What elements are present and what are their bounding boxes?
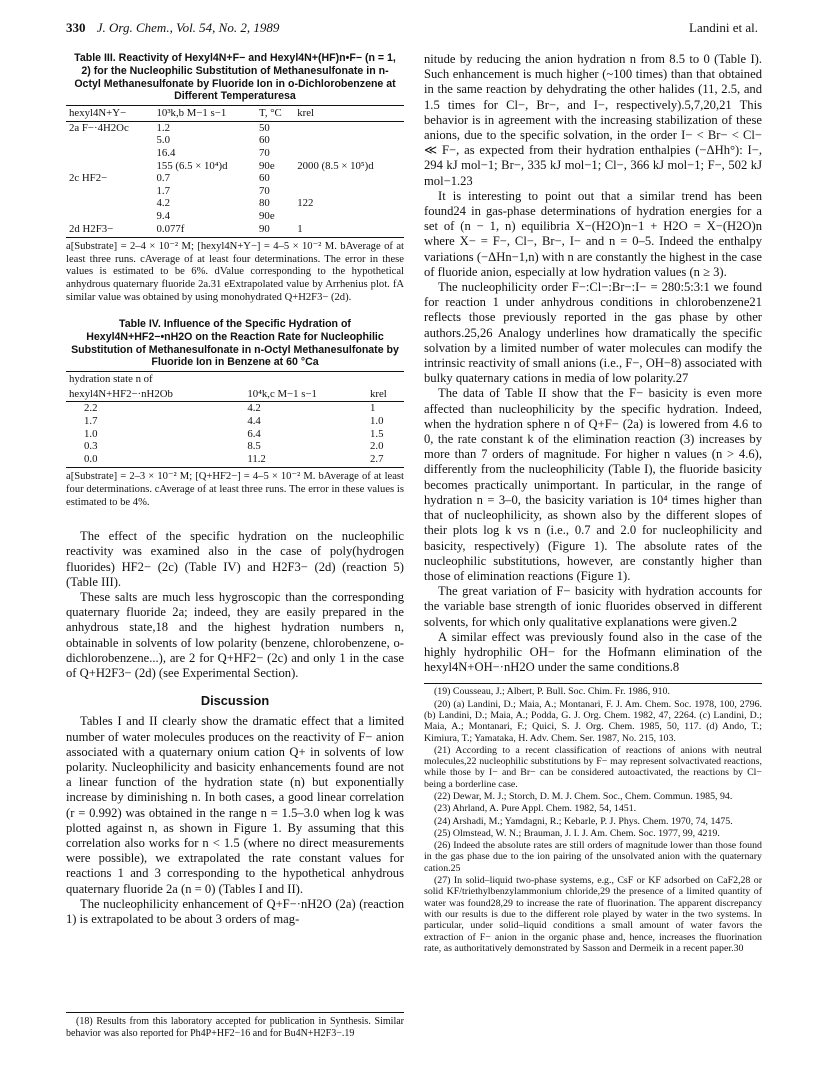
table-cell: 60 <box>259 172 270 185</box>
table-row <box>66 223 404 238</box>
reference-item: (20) (a) Landini, D.; Maia, A.; Montanari, F. J. Am. Chem. Soc. 1978, 100, 2796. (b) Landini, D.; Maia, A.; Podda, G. J. Org. Chem. 1982, 47, 2264. (c) Landini, D.; Maia, A.; Montanari, F.; Quici, S. J. Org. Chem. 1985, 50, 117. (d) Ando, T.; Kimiura, T.; Yamataka, H. Adv. Chem. Ser. 1987, No. 215, 103. <box>424 698 762 744</box>
table-cell: 155 (6.5 × 10⁴)d <box>156 159 228 172</box>
table-cell: 2.0 <box>370 440 384 453</box>
table-cell: 4.4 <box>247 415 261 428</box>
table4-caption: Table IV. Influence of the Specific Hydration of Hexyl4N+HF2−•nH2O on the Reaction Rate for Nucleophilic Substitution of Methanesulfonate in n-Octyl Methanesulfonate by Fluoride Ion in Benzene at 60 °Ca <box>71 318 399 369</box>
table-row <box>66 147 404 160</box>
table-row <box>66 172 404 185</box>
table-cell: 1 <box>370 402 376 415</box>
body-paragraph: The data of Table II show that the F− basicity is even more affected than nucleophilicity by the specific hydration. Indeed, when the hydration sphere n of Q+F− (2a) is lowered from 4.6 to 0, the rate constant k of the elimination reaction (3) increases by more than 7 orders of magnitude. For higher n values (n > 4.6), differently from the nucleophilicity (Table I), the fluoride basicity becomes practically unimportant. In particular, in the range of hydration n = 3–0, the basicity variation is 10⁴ times higher than that of nucleophilicity, as shown also by the different slopes of their plots log k vs n (i.e., 0.7 and 2.0 for nucleophilicity and basicity, respectively) (Figure 1). The absolute rates of the nucleophilic substitutions, however, are constantly higher than those of elimination reactions (Figure 1). <box>424 386 762 583</box>
table-cell: 16.4 <box>156 146 176 159</box>
table-row <box>66 453 404 468</box>
table-row <box>66 402 404 415</box>
reference-item: (27) In solid–liquid two-phase systems, e.g., CsF or KF adsorbed on CaF2,28 or solid KF/triethylbenzylammonium chloride,29 the presence of a limited quantity of water was found28,29 to increase the rate of fluorination. The apparent discrepancy with our results is due to the different role played by water in the two systems. In particular, under solid–liquid conditions a small amount of water favors the extraction of F− anion in the organic phase and, hence, increases the fluorination rate, as authoritatively demonstrated by Sasson and Dermeik in a recent paper.30 <box>424 875 762 954</box>
table-cell: 1 <box>294 223 404 238</box>
table-cell <box>66 160 154 173</box>
reference-item: (23) Ahrland, A. Pure Appl. Chem. 1982, 54, 1451. <box>434 803 637 815</box>
table-cell: 0.3 <box>84 440 98 453</box>
body-paragraph: It is interesting to point out that a similar trend has been found24 in gas-phase determinations of hydration energies for a set of (n − 1, n) equilibria X−(H2O)n−1 + H2O = X−(H2O)n where X− = F−, Cl−, Br−, I− and n = 0–5. Indeed the enthalpy variations (−ΔHn−1,n) with n are constantly the highest in the case of fluoride anion, especially at low hydration values (n ≥ 3). <box>424 188 762 279</box>
table-cell: 2.2 <box>84 402 98 415</box>
table-cell <box>66 210 154 223</box>
table-cell: 122 <box>297 197 314 210</box>
body-paragraph: The nucleophilicity enhancement of Q+F−·nH2O (2a) (reaction 1) is extrapolated to be about 3 orders of mag- <box>66 896 404 927</box>
table-cell: 6.4 <box>247 427 261 440</box>
table3-header-cell: 10³k,b M−1 s−1 <box>154 106 257 122</box>
table-cell <box>294 172 404 185</box>
reference-item: (24) Arshadi, M.; Yamdagni, R.; Kebarle, P. J. Phys. Chem. 1970, 74, 1475. <box>434 815 733 827</box>
body-paragraph: The great variation of F− basicity with hydration accounts for the variable base strength of ionic fluorides observed in different solvents, for which only qualitative explanations were given.2 <box>424 584 762 629</box>
table-cell: 1.5 <box>370 427 384 440</box>
journal-citation: J. Org. Chem., Vol. 54, No. 2, 1989 <box>96 20 280 35</box>
table3 <box>66 105 404 238</box>
table-row <box>66 185 404 198</box>
table-cell <box>294 210 404 223</box>
table-cell: 80 <box>259 197 270 210</box>
table-row <box>66 197 404 210</box>
table-cell: 2c HF2− <box>69 172 108 185</box>
reference-item: (21) According to a recent classification of reactions of anions with neutral molecules,22 nucleophilic substitutions by F− may represent solvactivated reactions, while those by I− and Br− can be considered autoactivated, the reactions by Cl− being a borderline case. <box>424 744 762 790</box>
left-column <box>66 52 404 927</box>
table-cell <box>66 197 154 210</box>
table4-header-line1: hydration state n of <box>66 372 244 387</box>
table-cell <box>66 134 154 147</box>
table4-header-cell: krel <box>367 387 404 402</box>
right-column <box>424 52 762 955</box>
table-cell <box>294 185 404 198</box>
table-cell: 4.2 <box>247 402 261 415</box>
table-cell: 90e <box>259 159 275 172</box>
table-row <box>66 121 404 134</box>
table4-header-cell: 10⁴k,c M−1 s−1 <box>244 387 367 402</box>
reference-item: (19) Cousseau, J.; Albert, P. Bull. Soc. Chim. Fr. 1986, 910. <box>434 686 670 698</box>
table3-header-cell: krel <box>294 106 404 122</box>
table-cell: 1.0 <box>84 427 98 440</box>
table-cell: 2d H2F3− <box>66 223 154 238</box>
table-cell: 1.7 <box>84 415 98 428</box>
table-cell: 0.077f <box>154 223 257 238</box>
table-cell: 5.0 <box>156 134 171 147</box>
table4-notes: a[Substrate] = 2–3 × 10⁻² M; [Q+HF2−] = 4–5 × 10⁻² M. bAverage of at least four determinations. cAverage of at least three runs. The error in these values is estimated to be 4%. <box>66 471 404 508</box>
body-paragraph: A similar effect was previously found also in the case of the highly hydrophilic OH− for the Hofmann elimination of the hexyl4N+OH−·nH2O under the same conditions.8 <box>424 629 762 675</box>
table-cell <box>66 185 154 198</box>
table4-header-cell: hexyl4N+HF2−·nH2Ob <box>66 387 244 402</box>
table-cell: 60 <box>259 134 270 147</box>
table-row <box>66 210 404 223</box>
table3-notes: a[Substrate] = 2–4 × 10⁻² M; [hexyl4N+Y−] = 4–5 × 10⁻² M. bAverage of at least three runs. cAverage of at least four determinations. The error in these values is estimated to be 6%. dValue corresponding to the hypothetical anhydrous quaternary fluoride 2a.31 eExtrapolated value by Arrhenius plot. fA similar value was obtained by using monohydrated Q+H2F3− (2d). <box>66 241 404 303</box>
table-cell <box>294 147 404 160</box>
table3-caption: Table III. Reactivity of Hexyl4N+F− and Hexyl4N+(HF)n•F− (n = 1, 2) for the Nucleophilic Substitution of Methanesulfonate in n-Octyl Methanesulfonate by Fluoride Ion in o-Dichlorobenzene at Different Temperaturesa <box>74 52 396 103</box>
table-cell: 2.7 <box>367 453 404 468</box>
table-row <box>66 160 404 173</box>
reference-item: (26) Indeed the absolute rates are still orders of magnitude lower than those found in the gas phase due to the ion pairing of the unsolvated anion with the quaternary cation.25 <box>424 840 762 874</box>
reference-item: (22) Dewar, M. J.; Storch, D. M. J. Chem. Soc., Chem. Commun. 1985, 94. <box>434 791 733 802</box>
page-number: 330 <box>66 20 86 35</box>
body-paragraph: Tables I and II clearly show the dramatic effect that a limited number of water molecules produces on the reactivity of F− anion associated with a quaternary onium cation Q+ in solvents of low polarity. Nucleophilicity and basicity enhancements found are not a linear function of the hydration state (n) but exponentially increase by diminishing n. In both cases, a good linear correlation (r = 0.992) was obtained in the range n = 1.5–3.0 when log k was plotted against n, as shown in Figure 1. By assuming that this correlation also works for n < 1.5 (where no direct measurements were possible), we extrapolated the rate constant values for reactions 1 and 3 corresponding to the hypothetical anhydrous quaternary fluoride 2a (n = 0) (Tables I and II). <box>66 714 404 896</box>
body-paragraph: These salts are much less hygroscopic than the corresponding quaternary fluoride 2a; indeed, they are easily prepared in the anhydrous state,18 and the highest hydration numbers n, obtainable in solvents of low polarity (benzene, chlorobenzene, o-dichlorobenzene...), are 2 for Q+HF2− (2c) and only 1 in the case of Q+H2F3− (2d) (see Experimental Section). <box>66 590 404 681</box>
references <box>424 683 762 954</box>
header-left <box>66 20 279 36</box>
body-paragraph: The effect of the specific hydration on the nucleophilic reactivity was examined also in the case of poly(hydrogen fluorides) HF2− (2c) (Table IV) and H2F3− (2d) (reaction 5) (Table III). <box>66 529 404 589</box>
table-cell: 1.2 <box>156 121 171 134</box>
table-cell: 90 <box>256 223 294 238</box>
reference-item: (25) Olmstead, W. N.; Brauman, J. I. J. Am. Chem. Soc. 1977, 99, 4219. <box>434 827 720 839</box>
table3-header-cell: T, °C <box>256 106 294 122</box>
table-cell: 90e <box>259 209 275 222</box>
table-cell: 2000 (8.5 × 10⁵)d <box>297 159 374 172</box>
table-cell: 9.4 <box>156 209 171 222</box>
table-cell: 0.7 <box>156 172 171 185</box>
table-cell: 11.2 <box>244 453 367 468</box>
table-cell: 4.2 <box>156 197 171 210</box>
page-header <box>66 20 758 40</box>
table-cell: 1.7 <box>156 184 171 197</box>
table3-header-cell: hexyl4N+Y− <box>66 106 154 122</box>
table-cell <box>294 134 404 147</box>
table-cell: 70 <box>259 146 270 159</box>
table-cell: 0.0 <box>66 453 244 468</box>
body-paragraph: The nucleophilicity order F−:Cl−:Br−:I− = 280:5:3:1 we found for reaction 1 under anhydrous conditions in chlorobenzene21 reflects those previously reported in the gas phase by other authors.25,26 Analogy underlines how dramatically the specific solvation by a limited number of water molecules can modify the intrinsic reactivity of small anions (i.e., F−, OH−8) associated with bulky quaternary cations in media of low polarity.27 <box>424 280 762 386</box>
table-cell: 1.0 <box>370 415 384 428</box>
table-cell: 50 <box>259 121 270 134</box>
table-row <box>66 428 404 441</box>
header-author: Landini et al. <box>689 20 758 35</box>
footnote-text: (18) Results from this laboratory accepted for publication in Synthesis. Similar behavior was also reported for Ph4P+HF2−16 and for Bu4N+H2F3−.19 <box>66 1016 404 1039</box>
table-cell <box>66 147 154 160</box>
table-row <box>66 440 404 453</box>
table-cell: 8.5 <box>247 440 261 453</box>
table-row <box>66 134 404 147</box>
table4 <box>66 371 404 468</box>
table-cell: 2a F−·4H2Oc <box>69 121 129 134</box>
section-heading: Discussion <box>200 693 270 709</box>
body-paragraph: nitude by reducing the anion hydration n from 8.5 to 0 (Table I). Such enhancement is much higher (~100 times) than that obtained in the same reaction by dehydrating the other halides (11, 2.5, and 1.5 times for Cl−, Br−, and I−, respectively).5,7,20,21 This behavior is in agreement with the increasing stabilization of these anions, due to the specific solvation, in the order I− < Br− < Cl− ≪ F−, as expected from their hydration enthalpies (−ΔHh°): I−, 294 kJ mol−1; Br−, 335 kJ mol−1; Cl−, 366 kJ mol−1; F−, 502 kJ mol−1.23 <box>424 52 762 188</box>
table-row <box>66 415 404 428</box>
table-cell: 70 <box>259 184 270 197</box>
footnote <box>66 1012 404 1039</box>
table-cell <box>294 121 404 134</box>
